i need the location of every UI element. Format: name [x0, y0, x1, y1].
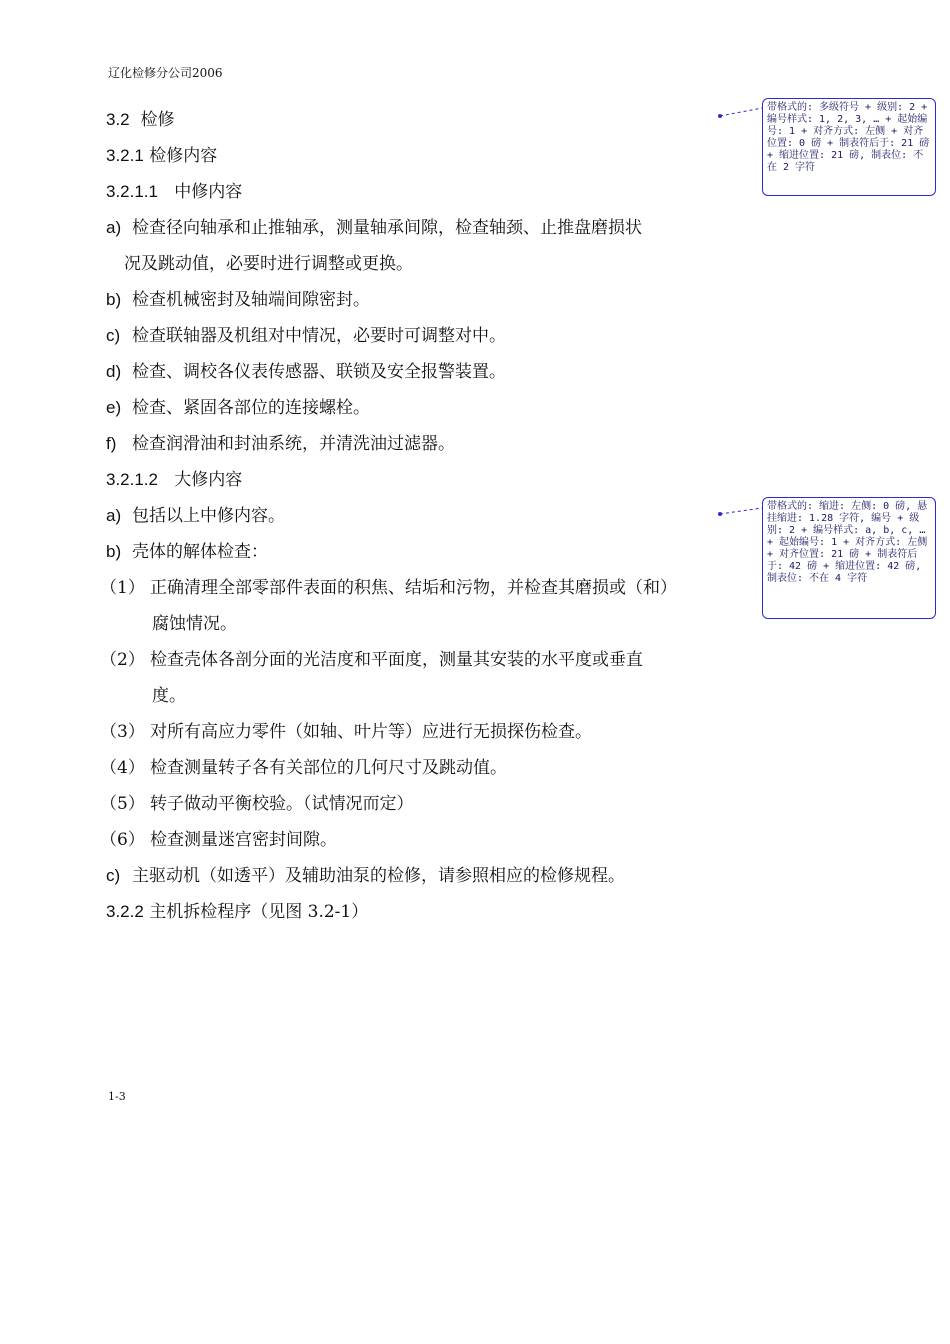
anchor-dot — [718, 114, 722, 118]
item-label: d) — [106, 362, 122, 381]
heading-3-2 — [106, 102, 726, 138]
item-text: 检查测量转子各有关部位的几何尺寸及跳动值。 — [150, 758, 507, 778]
list-item — [106, 426, 726, 462]
list-item — [106, 498, 726, 534]
list-item — [106, 210, 726, 246]
item-text: 对所有高应力零件（如轴、叶片等）应进行无损探伤检查。 — [150, 722, 592, 742]
item-text: 检查测量迷宫密封间隙。 — [150, 830, 337, 850]
sub-list-item — [100, 750, 726, 786]
heading-text: 主机拆检程序（见图 3.2-1） — [149, 902, 369, 922]
item-text: 检查、紧固各部位的连接螺栓。 — [132, 398, 370, 418]
heading-text: 大修内容 — [174, 470, 243, 490]
list-item — [106, 858, 726, 894]
item-text: 壳体的解体检查： — [132, 542, 268, 562]
heading-number: 3.2.1 — [106, 146, 144, 165]
list-item — [106, 534, 726, 570]
comment-connector — [716, 106, 764, 120]
format-comment-balloon[interactable]: 带格式的: 缩进: 左侧: 0 磅, 悬挂缩进: 1.28 字符, 编号 + 级别: 2 + 编号样式: a, b, c, … + 起始编号: 1 + 对齐方式: 左侧 + 对齐位置: 21 磅 + 制表符后于: 42 磅 + 缩进位置: 42 磅, 制表位: 不在 4 字符 — [762, 497, 936, 619]
item-label: a) — [106, 506, 122, 525]
item-text: 检查机械密封及轴端间隙密封。 — [132, 290, 370, 310]
sub-list-item — [100, 570, 726, 606]
page-number: 1-3 — [108, 1090, 126, 1103]
item-text: 正确清理全部零部件表面的积焦、结垢和污物，并检查其磨损或（和） — [150, 578, 677, 598]
item-label: a) — [106, 218, 122, 237]
item-label: （3） — [100, 722, 145, 742]
sub-list-item — [100, 822, 726, 858]
heading-3-2-2 — [106, 894, 726, 930]
anchor-dot — [718, 512, 722, 516]
item-text: 检查联轴器及机组对中情况，必要时可调整对中。 — [132, 326, 506, 346]
item-text: 检查润滑油和封油系统，并清洗油过滤器。 — [132, 434, 455, 454]
item-text: 检查、调校各仪表传感器、联锁及安全报警装置。 — [132, 362, 506, 382]
item-label: （4） — [100, 758, 145, 778]
sub-list-item — [100, 786, 726, 822]
item-label: （1） — [100, 578, 145, 598]
item-text: 主驱动机（如透平）及辅助油泵的检修，请参照相应的检修规程。 — [132, 866, 625, 886]
heading-number: 3.2 — [106, 110, 130, 129]
item-label: （5） — [100, 794, 145, 814]
heading-text: 检修 — [140, 110, 175, 130]
heading-3-2-1 — [106, 138, 726, 174]
item-label: e) — [106, 398, 122, 417]
heading-3-2-1-2 — [106, 462, 726, 498]
item-label: c) — [106, 866, 121, 885]
item-label: f) — [106, 434, 117, 453]
list-item — [106, 354, 726, 390]
item-label: c) — [106, 326, 121, 345]
sub-list-item — [100, 642, 726, 678]
list-item — [106, 318, 726, 354]
heading-text: 检修内容 — [149, 146, 218, 166]
heading-number: 3.2.1.1 — [106, 182, 158, 201]
list-item — [106, 390, 726, 426]
heading-3-2-1-1 — [106, 174, 726, 210]
list-item — [106, 282, 726, 318]
sub-list-item-continuation: 腐蚀情况。 — [152, 614, 237, 634]
item-text: 检查壳体各剖分面的光洁度和平面度，测量其安装的水平度或垂直 — [150, 650, 643, 670]
sub-list-item-continuation: 度。 — [152, 686, 186, 706]
comment-connector — [716, 506, 764, 520]
document-body — [100, 102, 726, 930]
page-header: 辽化检修分公司2006 — [108, 66, 223, 80]
item-label: b) — [106, 542, 122, 561]
item-text: 包括以上中修内容。 — [132, 506, 285, 526]
item-text: 检查径向轴承和止推轴承，测量轴承间隙，检查轴颈、止推盘磨损状 — [132, 218, 642, 238]
heading-text: 中修内容 — [174, 182, 243, 202]
item-text: 转子做动平衡校验。（试情况而定） — [150, 794, 414, 814]
format-comment-balloon[interactable]: 带格式的: 多级符号 + 级别: 2 + 编号样式: 1, 2, 3, … + 起始编号: 1 + 对齐方式: 左侧 + 对齐位置: 0 磅 + 制表符后于: 21 磅 + 缩进位置: 21 磅, 制表位: 不在 2 字符 — [762, 98, 936, 196]
item-label: b) — [106, 290, 122, 309]
heading-number: 3.2.2 — [106, 902, 144, 921]
sub-list-item — [100, 714, 726, 750]
item-label: （6） — [100, 830, 145, 850]
list-item-continuation: 况及跳动值，必要时进行调整或更换。 — [124, 254, 413, 274]
heading-number: 3.2.1.2 — [106, 470, 158, 489]
item-label: （2） — [100, 650, 145, 670]
